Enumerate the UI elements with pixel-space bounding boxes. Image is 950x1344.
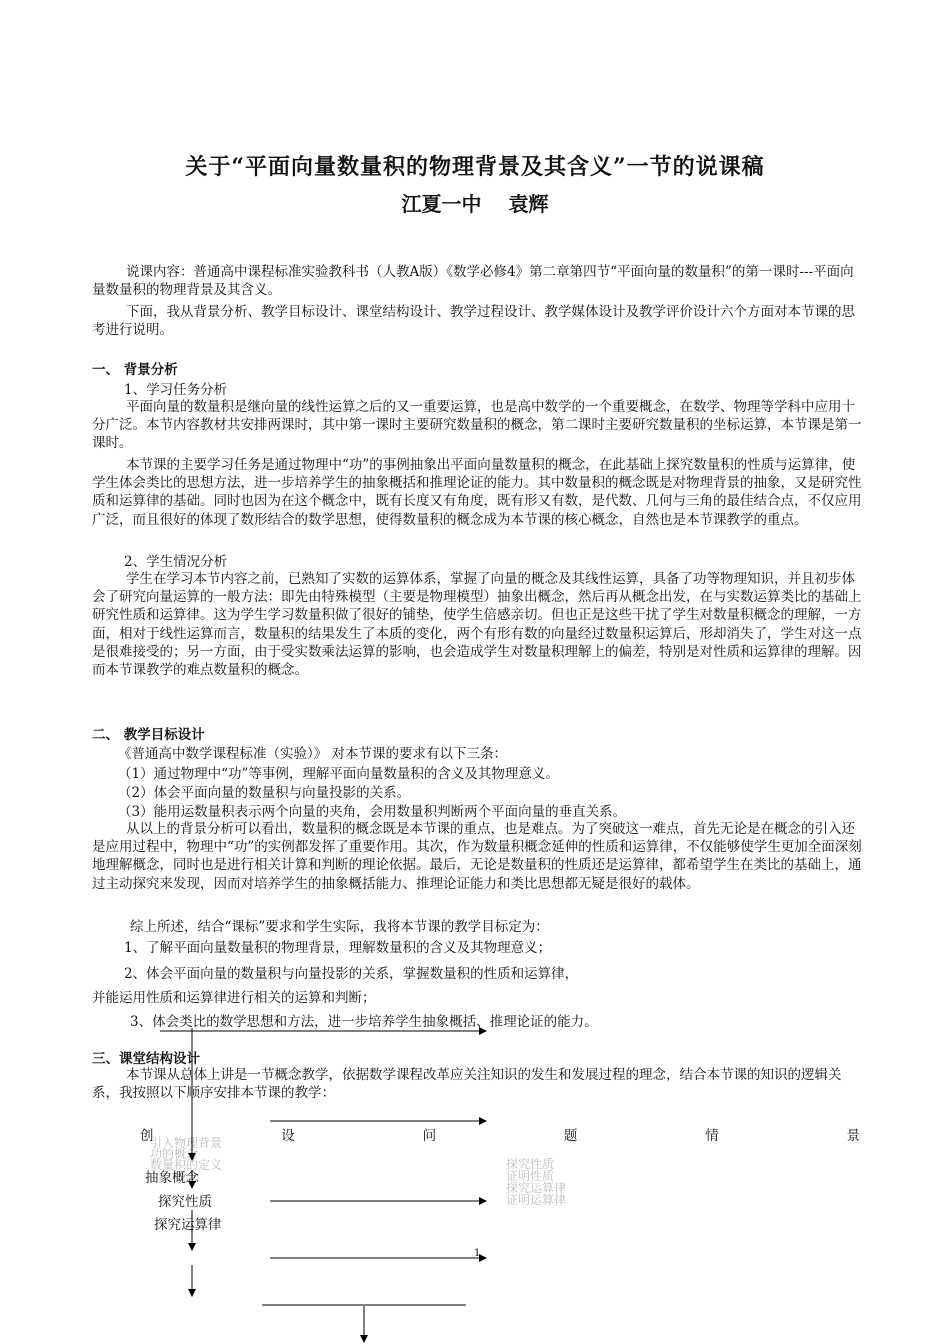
- flow-title-char: 问: [422, 1128, 437, 1144]
- flow-title-char: 创: [140, 1128, 154, 1144]
- section-1-sub-1: 1、学习任务分析: [124, 382, 228, 398]
- requirement-1: （1）通过物理中“功”等事例，理解平面向量数量积的含义及其物理意义。: [118, 766, 559, 782]
- goal-2-line-2: 并能运用性质和运算律进行相关的运算和判断；: [92, 990, 376, 1006]
- section-1-paragraph-1: 平面向量的数量积是继向量的线性运算之后的又一重要运算，也是高中数学的一个重要概念，在数学、物理等学科中应用十分广泛。本节内容教材共安排两课时，其中第一课时主要研究数量积的概念，第二课时主要研究数量积的坐标运算，本节课是第一课时。: [92, 399, 862, 452]
- section-1-sub-2: 2、学生情况分析: [124, 554, 228, 570]
- document-title: 关于“平面向量数量积的物理背景及其含义”一节的说课稿: [185, 154, 765, 180]
- faded-note: 功的概念: [150, 1147, 199, 1161]
- flow-step-1: 抽象概念: [145, 1170, 199, 1186]
- author-school: 江夏一中: [401, 192, 482, 216]
- requirement-3: （3）能用运数量积表示两个向量的夹角，会用数量积判断两个平面向量的垂直关系。: [118, 804, 627, 820]
- section-3-heading: 三、课堂结构设计: [92, 1051, 200, 1067]
- flow-title-char: 题: [563, 1128, 578, 1144]
- section-1-heading: 一、 背景分析: [92, 362, 178, 378]
- intro-paragraph-2: 下面，我从背景分析、教学目标设计、课堂结构设计、教学过程设计、教学媒体设计及教学评价设计六个方面对本节课的思考进行说明。: [92, 304, 855, 339]
- flow-title-char: 设: [281, 1128, 295, 1144]
- goal-1: 1、了解平面向量数量积的物理背景，理解数量积的含义及其物理意义；: [124, 940, 552, 956]
- goal-2-line-1: 2、体会平面向量的数量积与向量投影的关系，掌握数量积的性质和运算律，: [124, 966, 579, 982]
- goal-summary: 综上所述，结合“课标”要求和学生实际，我将本节课的教学目标定为：: [130, 919, 549, 935]
- flow-title-char: 情: [705, 1128, 719, 1144]
- flow-title-char: 景: [846, 1128, 860, 1144]
- faded-note: 证明运算律: [506, 1193, 567, 1207]
- flow-mark: 1: [474, 1248, 481, 1259]
- requirement-2: （2）体会平面向量的数量积与向量投影的关系。: [118, 785, 411, 801]
- section-3-paragraph-1: 本节课从总体上讲是一节概念教学，依据数学课程改革应关注知识的发生和发展过程的理念，结合本节课的知识的逻辑关系，我按照以下顺序安排本节课的教学：: [92, 1067, 842, 1102]
- author-name: 袁辉: [508, 192, 549, 216]
- section-2-heading: 二、 教学目标设计: [92, 727, 205, 743]
- faded-note: 数量积的定义: [150, 1158, 223, 1172]
- curriculum-standard-line: 《普通高中数学课程标准（实验）》 对本节课的要求有以下三条：: [118, 746, 508, 762]
- section-2-paragraph-1: 从以上的背景分析可以看出，数量积的概念既是本节课的重点，也是难点。为了突破这一难点，首先无论是在概念的引入还是应用过程中，物理中“功”的实例都发挥了重要作用。其次，作为数量积概念延伸的性质和运算律，不仅能够使学生更加全面深刻地理解概念，同时也是进行相关计算和判断的理论依据。最后，无论是数量积的性质还是运算律，都希望学生在类比的基础上，通过主动探究来发现，因而对培养学生的抽象概括能力、推理论证能力和类比思想都无疑是很好的载体。: [92, 821, 862, 892]
- faded-note: 证明性质: [506, 1169, 555, 1183]
- flow-step-2: 探究性质: [158, 1194, 212, 1210]
- intro-paragraph-1: 说课内容：普通高中课程标准实验教科书（人教A版）《数学必修4》第二章第四节“平面向量的数量积”的第一课时---平面向量数量积的物理背景及其含义。: [92, 264, 854, 299]
- flow-step-3: 探究运算律: [154, 1217, 222, 1233]
- section-1-paragraph-3: 学生在学习本节内容之前，已熟知了实数的运算体系，掌握了向量的概念及其线性运算，具备了功等物理知识，并且初步体会了研究向量运算的一般方法：即先由特殊模型（主要是物理模型）抽象出概念，然后再从概念出发，在与实数运算类比的基础上研究性质和运算律。这为学生学习数量积做了很好的铺垫，使学生倍感亲切。但也正是这些干扰了学生对数量积概念的理解，一方面，相对于线性运算而言，数量积的结果发生了本质的变化，两个有形有数的向量经过数量积运算后，形却消失了，学生对这一点是很难接受的；另一方面，由于受实数乘法运算的影响，也会造成学生对数量积理解上的偏差，特别是对性质和运算律的理解。因而本节课教学的难点数量积的概念。: [92, 571, 862, 679]
- section-1-paragraph-2: 本节课的主要学习任务是通过物理中“功”的事例抽象出平面向量数量积的概念，在此基础上探究数量积的性质与运算律，使学生体会类比的思想方法，进一步培养学生的抽象概括和推理论证的能力。其中数量积的概念既是对物理背景的抽象，又是研究性质和运算律的基础。同时也因为在这个概念中，既有长度又有角度，既有形又有数，是代数、几何与三角的最佳结合点，不仅应用广泛，而且很好的体现了数形结合的数学思想，使得数量积的概念成为本节课的核心概念，自然也是本节课教学的重点。: [92, 457, 862, 528]
- faded-note: 探究运算律: [506, 1181, 567, 1195]
- faded-note: 探究性质: [506, 1157, 555, 1171]
- faded-note: 引入物理背景: [150, 1136, 223, 1150]
- goal-3: 3、体会类比的数学思想和方法，进一步培养学生抽象概括、推理论证的能力。: [130, 1014, 598, 1030]
